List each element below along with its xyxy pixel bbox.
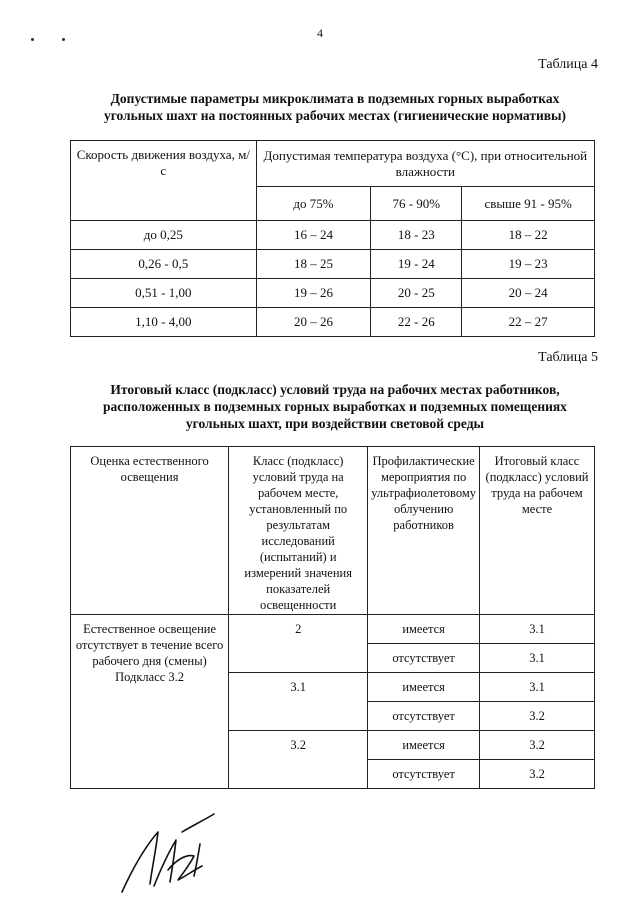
table4-cell: 20 – 26: [256, 308, 371, 337]
table5-class-cell: 2: [229, 615, 368, 673]
table4-cell: 18 - 23: [371, 221, 462, 250]
table4-cell: 22 – 27: [462, 308, 595, 337]
table4-col1-header: Скорость движения воздуха, м/с: [71, 141, 257, 221]
table5-class-cell: 3.2: [229, 731, 368, 789]
table5-result-cell: 3.2: [480, 731, 595, 760]
table5-title-line1: Итоговый класс (подкласс) условий труда на рабочих местах работников,: [110, 382, 560, 397]
table4-cell: 20 - 25: [371, 279, 462, 308]
table4-group-header: Допустимая температура воздуха (°C), при относительной влажности: [256, 141, 594, 187]
table5-title-line3: угольных шахт, при воздействии световой среды: [185, 416, 485, 431]
table5-title-line2: расположенных в подземных горных выработках и подземных помещениях: [103, 399, 567, 414]
page-number: 4: [317, 26, 323, 40]
table4-cell: 19 - 24: [371, 250, 462, 279]
table4-cell: 19 – 23: [462, 250, 595, 279]
table4-title-line1: Допустимые параметры микроклимата в подземных горных выработках: [110, 91, 560, 106]
table5-result-cell: 3.2: [480, 760, 595, 789]
table4-cell-speed: 0,51 - 1,00: [71, 279, 257, 308]
table5-measures-cell: имеется: [368, 731, 480, 760]
table5-header-class: Класс (подкласс) условий труда на рабочем месте, установленный по результатам исследований (испытаний) и измерений значения показателей освещенности: [229, 447, 368, 615]
table5-result-cell: 3.1: [480, 644, 595, 673]
table4-label: Таблица 4: [538, 57, 598, 72]
table5-measures-cell: имеется: [368, 615, 480, 644]
table4-cell: 18 – 25: [256, 250, 371, 279]
table4-subheader: 76 - 90%: [371, 187, 462, 221]
table5-result-cell: 3.1: [480, 673, 595, 702]
table5-header-assessment: Оценка естественного освещения: [71, 447, 229, 615]
table5: [70, 446, 595, 789]
table5-measures-cell: отсутствует: [368, 760, 480, 789]
table4-cell: 18 – 22: [462, 221, 595, 250]
table5-header-measures: Профилактические мероприятия по ультрафиолетовому облучению работников: [368, 447, 480, 615]
table5-measures-cell: отсутствует: [368, 702, 480, 731]
table5-assessment-cell: Естественное освещение отсутствует в течение всего рабочего дня (смены) Подкласс 3.2: [71, 615, 229, 789]
table4-cell: 22 - 26: [371, 308, 462, 337]
table5-measures-cell: имеется: [368, 673, 480, 702]
table5-result-cell: 3.2: [480, 702, 595, 731]
table5-result-cell: 3.1: [480, 615, 595, 644]
table4-cell-speed: 1,10 - 4,00: [71, 308, 257, 337]
table5-header-result: Итоговый класс (подкласс) условий труда на рабочем месте: [480, 447, 595, 615]
table5-measures-cell: отсутствует: [368, 644, 480, 673]
table4-cell: 20 – 24: [462, 279, 595, 308]
table4-cell: 19 – 26: [256, 279, 371, 308]
table4-cell-speed: 0,26 - 0,5: [71, 250, 257, 279]
table4-cell-speed: до 0,25: [71, 221, 257, 250]
table5-class-cell: 3.1: [229, 673, 368, 731]
table5-label: Таблица 5: [538, 350, 598, 365]
table4-subheader: до 75%: [256, 187, 371, 221]
table4-subheader: свыше 91 - 95%: [462, 187, 595, 221]
table4: [70, 140, 595, 337]
signature-image: [110, 810, 240, 900]
table4-title: [70, 90, 600, 124]
table4-title-line2: угольных шахт на постоянных рабочих местах (гигиенические нормативы): [103, 108, 567, 123]
table5-title: [70, 381, 600, 432]
table4-cell: 16 – 24: [256, 221, 371, 250]
